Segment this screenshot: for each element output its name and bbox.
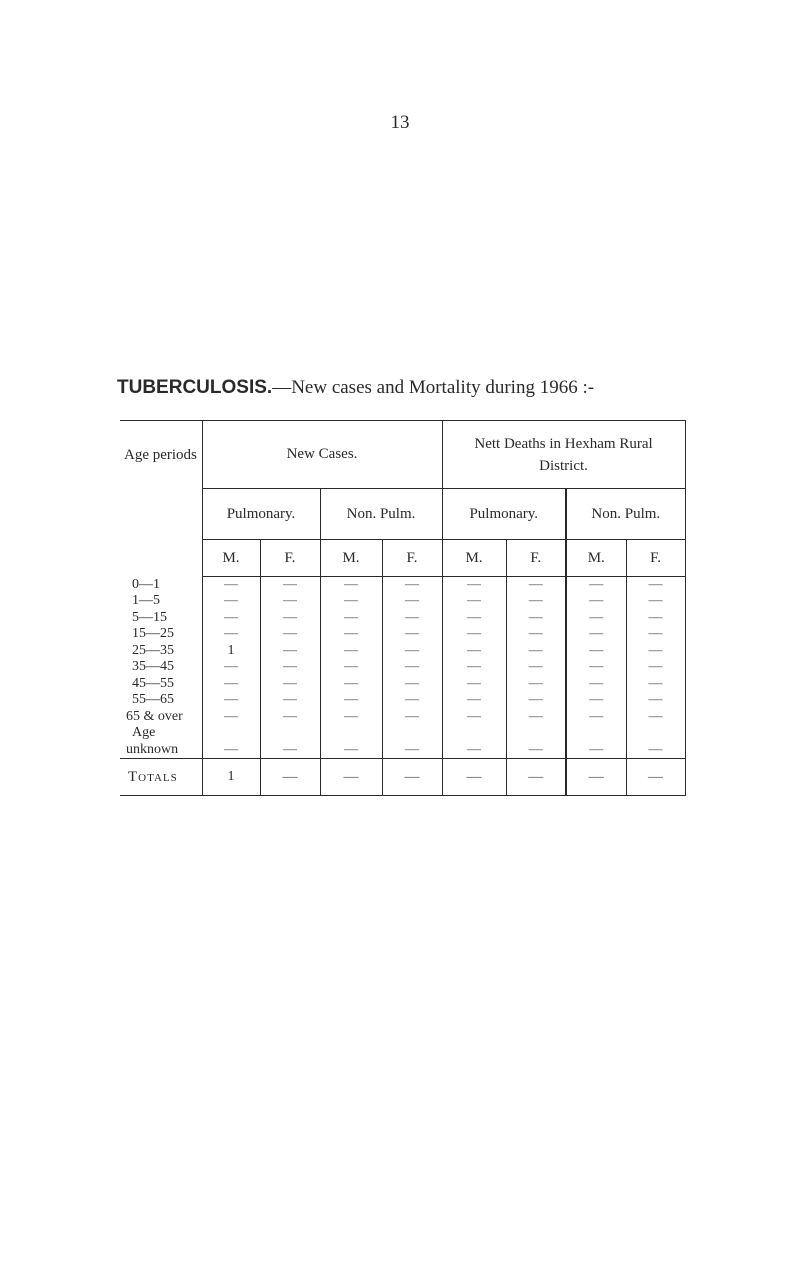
table-cell: — — [260, 643, 320, 660]
deaths-non-pulm-header: Non. Pulm. — [566, 489, 685, 540]
table-cell: — — [626, 676, 685, 693]
heading-rest: —New cases and Mortality during 1966 :- — [272, 377, 595, 398]
age-period-cell: Age — [132, 725, 156, 741]
table-cell: — — [506, 626, 566, 643]
table-cell — [442, 725, 506, 742]
col-deaths-nonpulm-m: M. — [566, 540, 626, 577]
table-cell: — — [260, 593, 320, 610]
age-period-cell: 0—1 — [132, 576, 160, 592]
table-cell: — — [442, 676, 506, 693]
table-cell: — — [260, 659, 320, 676]
table-row — [120, 709, 685, 726]
age-periods-header: Age periods — [120, 421, 202, 577]
table-cell: — — [442, 610, 506, 627]
table-cell: — — [202, 692, 260, 709]
age-period-cell: 55—65 — [132, 692, 174, 708]
table-cell: — — [566, 643, 626, 660]
table-cell: — — [442, 692, 506, 709]
table-cell: — — [506, 676, 566, 693]
table-cell: — — [260, 742, 320, 759]
table-cell: — — [320, 626, 382, 643]
table-cell: — — [382, 610, 442, 627]
age-period-cell: 5—15 — [132, 609, 167, 625]
table-row — [120, 593, 685, 610]
table-cell — [566, 725, 626, 742]
table-cell — [202, 725, 260, 742]
table-cell — [382, 725, 442, 742]
table-row — [120, 626, 685, 643]
table-cell — [260, 725, 320, 742]
table-cell: — — [382, 659, 442, 676]
table-cell: — — [202, 593, 260, 610]
col-deaths-pulm-f: F. — [506, 540, 566, 577]
tuberculosis-table — [120, 420, 686, 796]
table-cell — [320, 725, 382, 742]
table-cell: — — [566, 577, 626, 594]
table-cell: — — [506, 610, 566, 627]
table-cell: — — [260, 577, 320, 594]
table-cell: — — [320, 676, 382, 693]
table-cell: — — [626, 692, 685, 709]
table-row — [120, 742, 685, 759]
table-cell: — — [566, 676, 626, 693]
table-cell: — — [320, 643, 382, 660]
table-cell: — — [260, 676, 320, 693]
table-cell: — — [506, 593, 566, 610]
table-cell: — — [320, 593, 382, 610]
col-new-nonpulm-f: F. — [382, 540, 442, 577]
table-cell: — — [626, 610, 685, 627]
nett-deaths-header: Nett Deaths in Hexham Rural District. — [442, 421, 685, 489]
table-cell: — — [442, 659, 506, 676]
table-cell: — — [202, 577, 260, 594]
table-cell: — — [260, 692, 320, 709]
table-cell: — — [442, 759, 506, 796]
table-cell: — — [382, 709, 442, 726]
table-cell: — — [442, 577, 506, 594]
table-row — [120, 659, 685, 676]
table-cell: — — [320, 742, 382, 759]
table-cell: — — [506, 659, 566, 676]
table-cell: — — [202, 676, 260, 693]
table-cell: — — [442, 742, 506, 759]
age-period-cell: 35—45 — [132, 659, 174, 675]
table-row — [120, 676, 685, 693]
table-cell: — — [626, 759, 685, 796]
table-cell: — — [566, 593, 626, 610]
age-period-cell: 65 & over — [126, 708, 183, 724]
new-non-pulm-header: Non. Pulm. — [320, 489, 442, 540]
heading-bold: TUBERCULOSIS. — [117, 377, 273, 398]
table-cell: — — [626, 626, 685, 643]
col-new-nonpulm-m: M. — [320, 540, 382, 577]
table-cell: — — [202, 709, 260, 726]
col-deaths-nonpulm-f: F. — [626, 540, 685, 577]
new-pulmonary-header: Pulmonary. — [202, 489, 320, 540]
table-cell: — — [442, 626, 506, 643]
table-cell: — — [202, 742, 260, 759]
table-cell: — — [260, 709, 320, 726]
table-cell: — — [320, 759, 382, 796]
table-cell: — — [626, 742, 685, 759]
table-cell: — — [382, 759, 442, 796]
age-period-cell: 1—5 — [132, 593, 160, 609]
table-cell: — — [260, 610, 320, 627]
table-cell: — — [320, 577, 382, 594]
table-cell: — — [626, 593, 685, 610]
new-cases-header: New Cases. — [202, 421, 442, 489]
table-cell: — — [382, 626, 442, 643]
totals-label: Totals — [120, 759, 202, 796]
table-cell: — — [442, 643, 506, 660]
table-cell — [506, 725, 566, 742]
table-cell: — — [382, 577, 442, 594]
table-cell: — — [442, 709, 506, 726]
table-cell: 1 — [202, 643, 260, 660]
age-period-cell: 45—55 — [132, 675, 174, 691]
totals-row — [120, 759, 685, 796]
table-cell: — — [566, 692, 626, 709]
table-cell: — — [506, 692, 566, 709]
table-cell: — — [626, 709, 685, 726]
table-row — [120, 577, 685, 594]
age-period-cell: unknown — [126, 741, 179, 757]
table-cell: — — [442, 593, 506, 610]
table-cell: — — [626, 577, 685, 594]
table-cell: — — [566, 610, 626, 627]
table-cell: — — [566, 626, 626, 643]
table-cell: — — [202, 659, 260, 676]
table-cell: — — [506, 709, 566, 726]
table-cell — [626, 725, 685, 742]
table-cell: — — [626, 643, 685, 660]
col-new-pulm-f: F. — [260, 540, 320, 577]
page-heading — [117, 377, 594, 399]
table-cell: — — [506, 742, 566, 759]
table-cell: — — [202, 626, 260, 643]
age-period-cell: 25—35 — [132, 642, 174, 658]
age-period-cell: 15—25 — [132, 626, 174, 642]
table-cell: 1 — [202, 759, 260, 796]
table-cell: — — [506, 577, 566, 594]
table-cell: — — [320, 659, 382, 676]
col-new-pulm-m: M. — [202, 540, 260, 577]
table-row — [120, 610, 685, 627]
table-row — [120, 725, 685, 742]
table-cell: — — [626, 659, 685, 676]
table-cell: — — [320, 692, 382, 709]
col-deaths-pulm-m: M. — [442, 540, 506, 577]
table-cell: — — [202, 610, 260, 627]
table-row — [120, 643, 685, 660]
table-cell: — — [382, 742, 442, 759]
table-cell: — — [382, 676, 442, 693]
page-number: 13 — [390, 112, 410, 133]
table-cell: — — [506, 643, 566, 660]
table-cell: — — [260, 759, 320, 796]
deaths-pulmonary-header: Pulmonary. — [442, 489, 566, 540]
table-cell: — — [382, 643, 442, 660]
table-cell: — — [320, 709, 382, 726]
table-cell: — — [382, 692, 442, 709]
table-cell: — — [566, 709, 626, 726]
table-cell: — — [260, 626, 320, 643]
table-cell: — — [506, 759, 566, 796]
table-cell: — — [566, 659, 626, 676]
table-row — [120, 692, 685, 709]
table-cell: — — [566, 742, 626, 759]
table-cell: — — [382, 593, 442, 610]
table-cell: — — [566, 759, 626, 796]
table-cell: — — [320, 610, 382, 627]
